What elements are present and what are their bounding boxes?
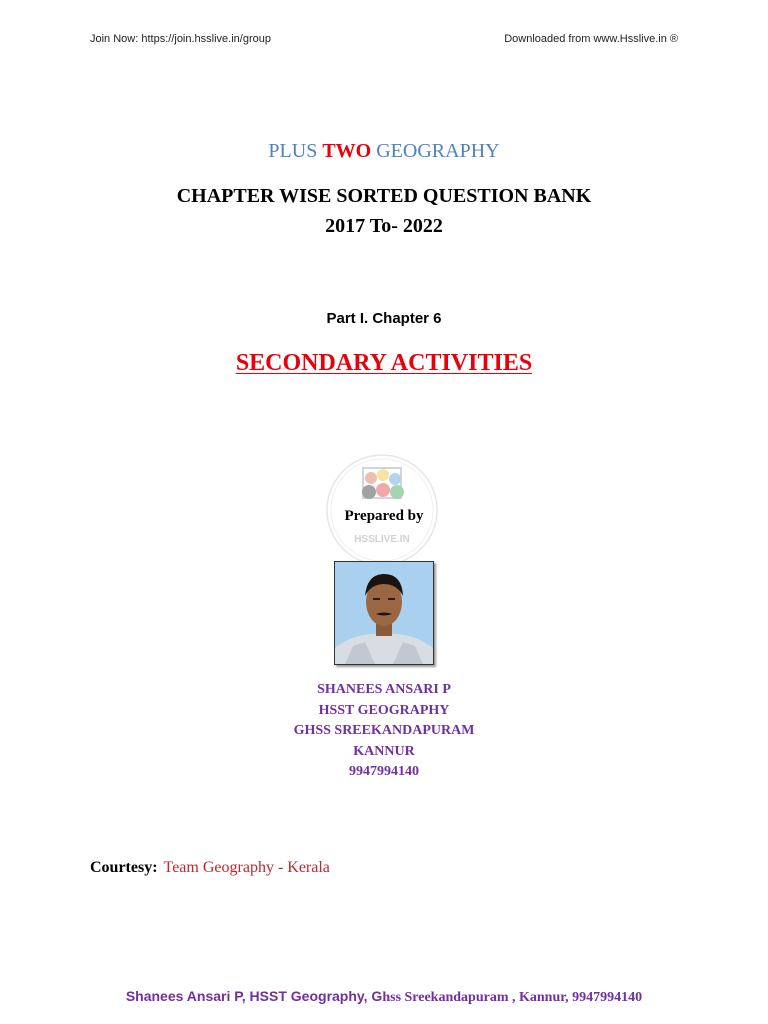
footer-part-1: Shanees Ansari P, HSST Geography, G — [125, 988, 383, 1004]
document-title — [0, 140, 768, 163]
title-geography: GEOGRAPHY — [371, 140, 500, 162]
subtitle-line-2: 2017 To- 2022 — [325, 215, 443, 237]
author-name: SHANEES ANSARI P — [317, 682, 451, 697]
header-join-link: Join Now: https://join.hsslive.in/group — [90, 33, 271, 45]
header-download-source: Downloaded from www.Hsslive.in ® — [504, 33, 678, 45]
author-designation: HSST GEOGRAPHY — [318, 702, 450, 718]
chapter-title: SECONDARY ACTIVITIES — [235, 350, 533, 376]
author-phone: 9947994140 — [349, 764, 419, 779]
page-footer — [0, 988, 768, 1006]
author-district: KANNUR — [353, 743, 415, 759]
watermark-text: HSSLIVE.IN — [354, 534, 410, 545]
courtesy-line — [90, 859, 330, 877]
courtesy-label: Courtesy: — [90, 859, 158, 876]
author-photo — [334, 561, 434, 665]
courtesy-value: Team Geography - Kerala — [163, 859, 330, 876]
author-portrait-image — [335, 562, 433, 664]
subtitle-line-1: CHAPTER WISE SORTED QUESTION BANK — [176, 185, 592, 207]
footer-part-2: hss Sreekandapuram , Kannur, 9947994140 — [382, 990, 643, 1005]
author-school: GHSS SREEKANDAPURAM — [293, 723, 475, 738]
document-subtitle — [0, 181, 768, 241]
title-plus: PLUS — [268, 140, 323, 162]
title-two: TWO — [322, 140, 372, 162]
prepared-by-label: Prepared by — [344, 508, 424, 524]
author-details — [0, 680, 768, 783]
part-chapter-label: Part I. Chapter 6 — [326, 310, 442, 327]
